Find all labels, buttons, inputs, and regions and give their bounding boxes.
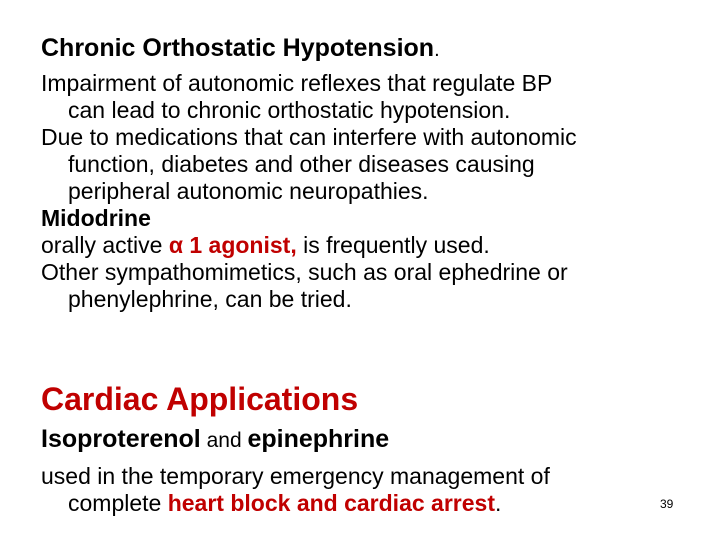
section-title-text: Chronic Orthostatic Hypotension	[41, 34, 435, 62]
highlight-alpha1-agonist: α 1 agonist,	[168, 232, 297, 258]
section-title-period: .	[434, 39, 440, 61]
paragraph-line: function, diabetes and other diseases causing	[68, 151, 535, 177]
paragraph-line: Due to medications that can interfere with autonomic	[41, 124, 577, 150]
paragraph-medications	[41, 124, 711, 205]
paragraph-line: peripheral autonomic neuropathies.	[68, 178, 429, 204]
paragraph-autonomic-reflexes	[41, 70, 711, 124]
paragraph-text: .	[494, 490, 502, 516]
paragraph-other-sympathomimetics	[41, 259, 711, 313]
section-body-orthostatic	[41, 70, 711, 313]
conjunction-text: and	[200, 429, 248, 452]
section-title-cardiac-applications: Cardiac Applications	[41, 381, 359, 417]
paragraph-line: Other sympathomimetics, such as oral ephedrine or	[41, 259, 568, 285]
paragraph-line: used in the temporary emergency management of	[41, 463, 550, 489]
drug-name-midodrine: Midodrine	[41, 205, 151, 231]
paragraph-alpha-agonist	[41, 232, 711, 259]
paragraph-line: can lead to chronic orthostatic hypotension.	[68, 97, 511, 123]
paragraph-text: is frequently used.	[296, 232, 490, 258]
page-number: 39	[660, 497, 674, 511]
paragraph-text: orally active	[41, 232, 169, 258]
paragraph-line: Impairment of autonomic reflexes that regulate BP	[41, 70, 553, 96]
highlight-heart-block: heart block and cardiac arrest	[167, 490, 495, 516]
drug-name-isoproterenol: Isoproterenol	[41, 425, 201, 453]
paragraph-emergency-management	[41, 463, 720, 517]
section-title-orthostatic-hypotension	[41, 34, 440, 63]
drug-name-epinephrine: epinephrine	[247, 425, 390, 453]
paragraph-line: phenylephrine, can be tried.	[68, 286, 352, 312]
paragraph-text: complete	[68, 490, 168, 516]
drug-heading-isoproterenol-epinephrine	[41, 425, 389, 454]
